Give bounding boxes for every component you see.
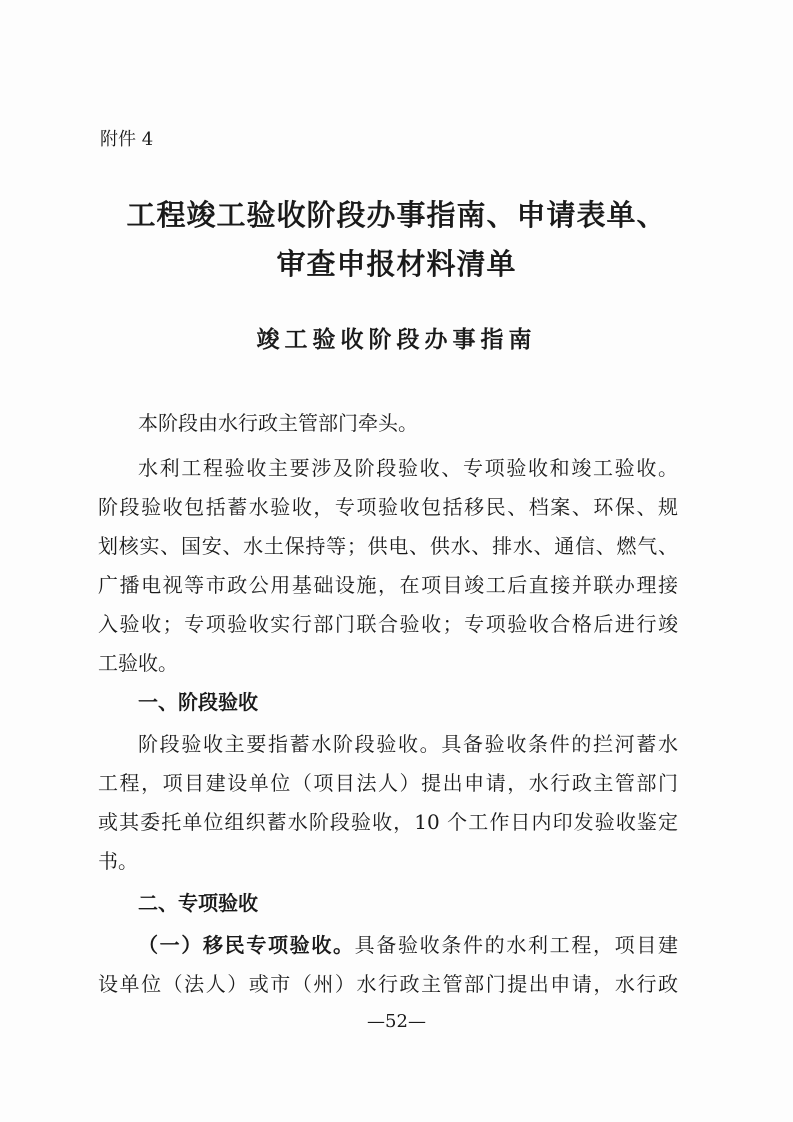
paragraph-line: 阶段验收主要指蓄水阶段验收。具备验收条件的拦河蓄水 [138,732,678,756]
attachment-label: 附件 4 [100,129,154,150]
section-subtitle: 竣工验收阶段办事指南 [256,326,537,353]
paragraph-line: 划核实、国安、水土保持等；供电、供水、排水、通信、燃气、 [98,534,678,558]
section-heading-stage-acceptance: 一、阶段验收 [138,690,258,714]
paragraph-line: 设单位（法人）或市（州）水行政主管部门提出申请，水行政 [98,972,678,996]
intro-paragraph: 本阶段由水行政主管部门牵头。 [138,411,418,435]
document-title-line-2: 审查申报材料清单 [276,247,517,281]
subsection-label-resettlement: （一）移民专项验收。 [138,933,355,957]
document-title-line-1: 工程竣工验收阶段办事指南、申请表单、 [126,198,667,232]
paragraph-line: 或其委托单位组织蓄水阶段验收，10 个工作日内印发验收鉴定 [98,810,678,834]
paragraph-line: 书。 [98,849,138,873]
paragraph-line [138,932,678,958]
paragraph-line: 阶段验收包括蓄水验收，专项验收包括移民、档案、环保、规 [98,495,678,519]
paragraph-line: 水利工程验收主要涉及阶段验收、专项验收和竣工验收。 [138,456,678,480]
paragraph-line: 入验收；专项验收实行部门联合验收；专项验收合格后进行竣 [98,612,678,636]
page-number: —52— [367,1011,426,1032]
paragraph-line: 工程，项目建设单位（项目法人）提出申请，水行政主管部门 [98,771,678,795]
paragraph-text: 具备验收条件的水利工程，项目建 [354,933,679,957]
paragraph-line: 广播电视等市政公用基础设施，在项目竣工后直接并联办理接 [98,573,678,597]
paragraph-line: 工验收。 [98,651,178,675]
section-heading-special-acceptance: 二、专项验收 [138,891,258,915]
